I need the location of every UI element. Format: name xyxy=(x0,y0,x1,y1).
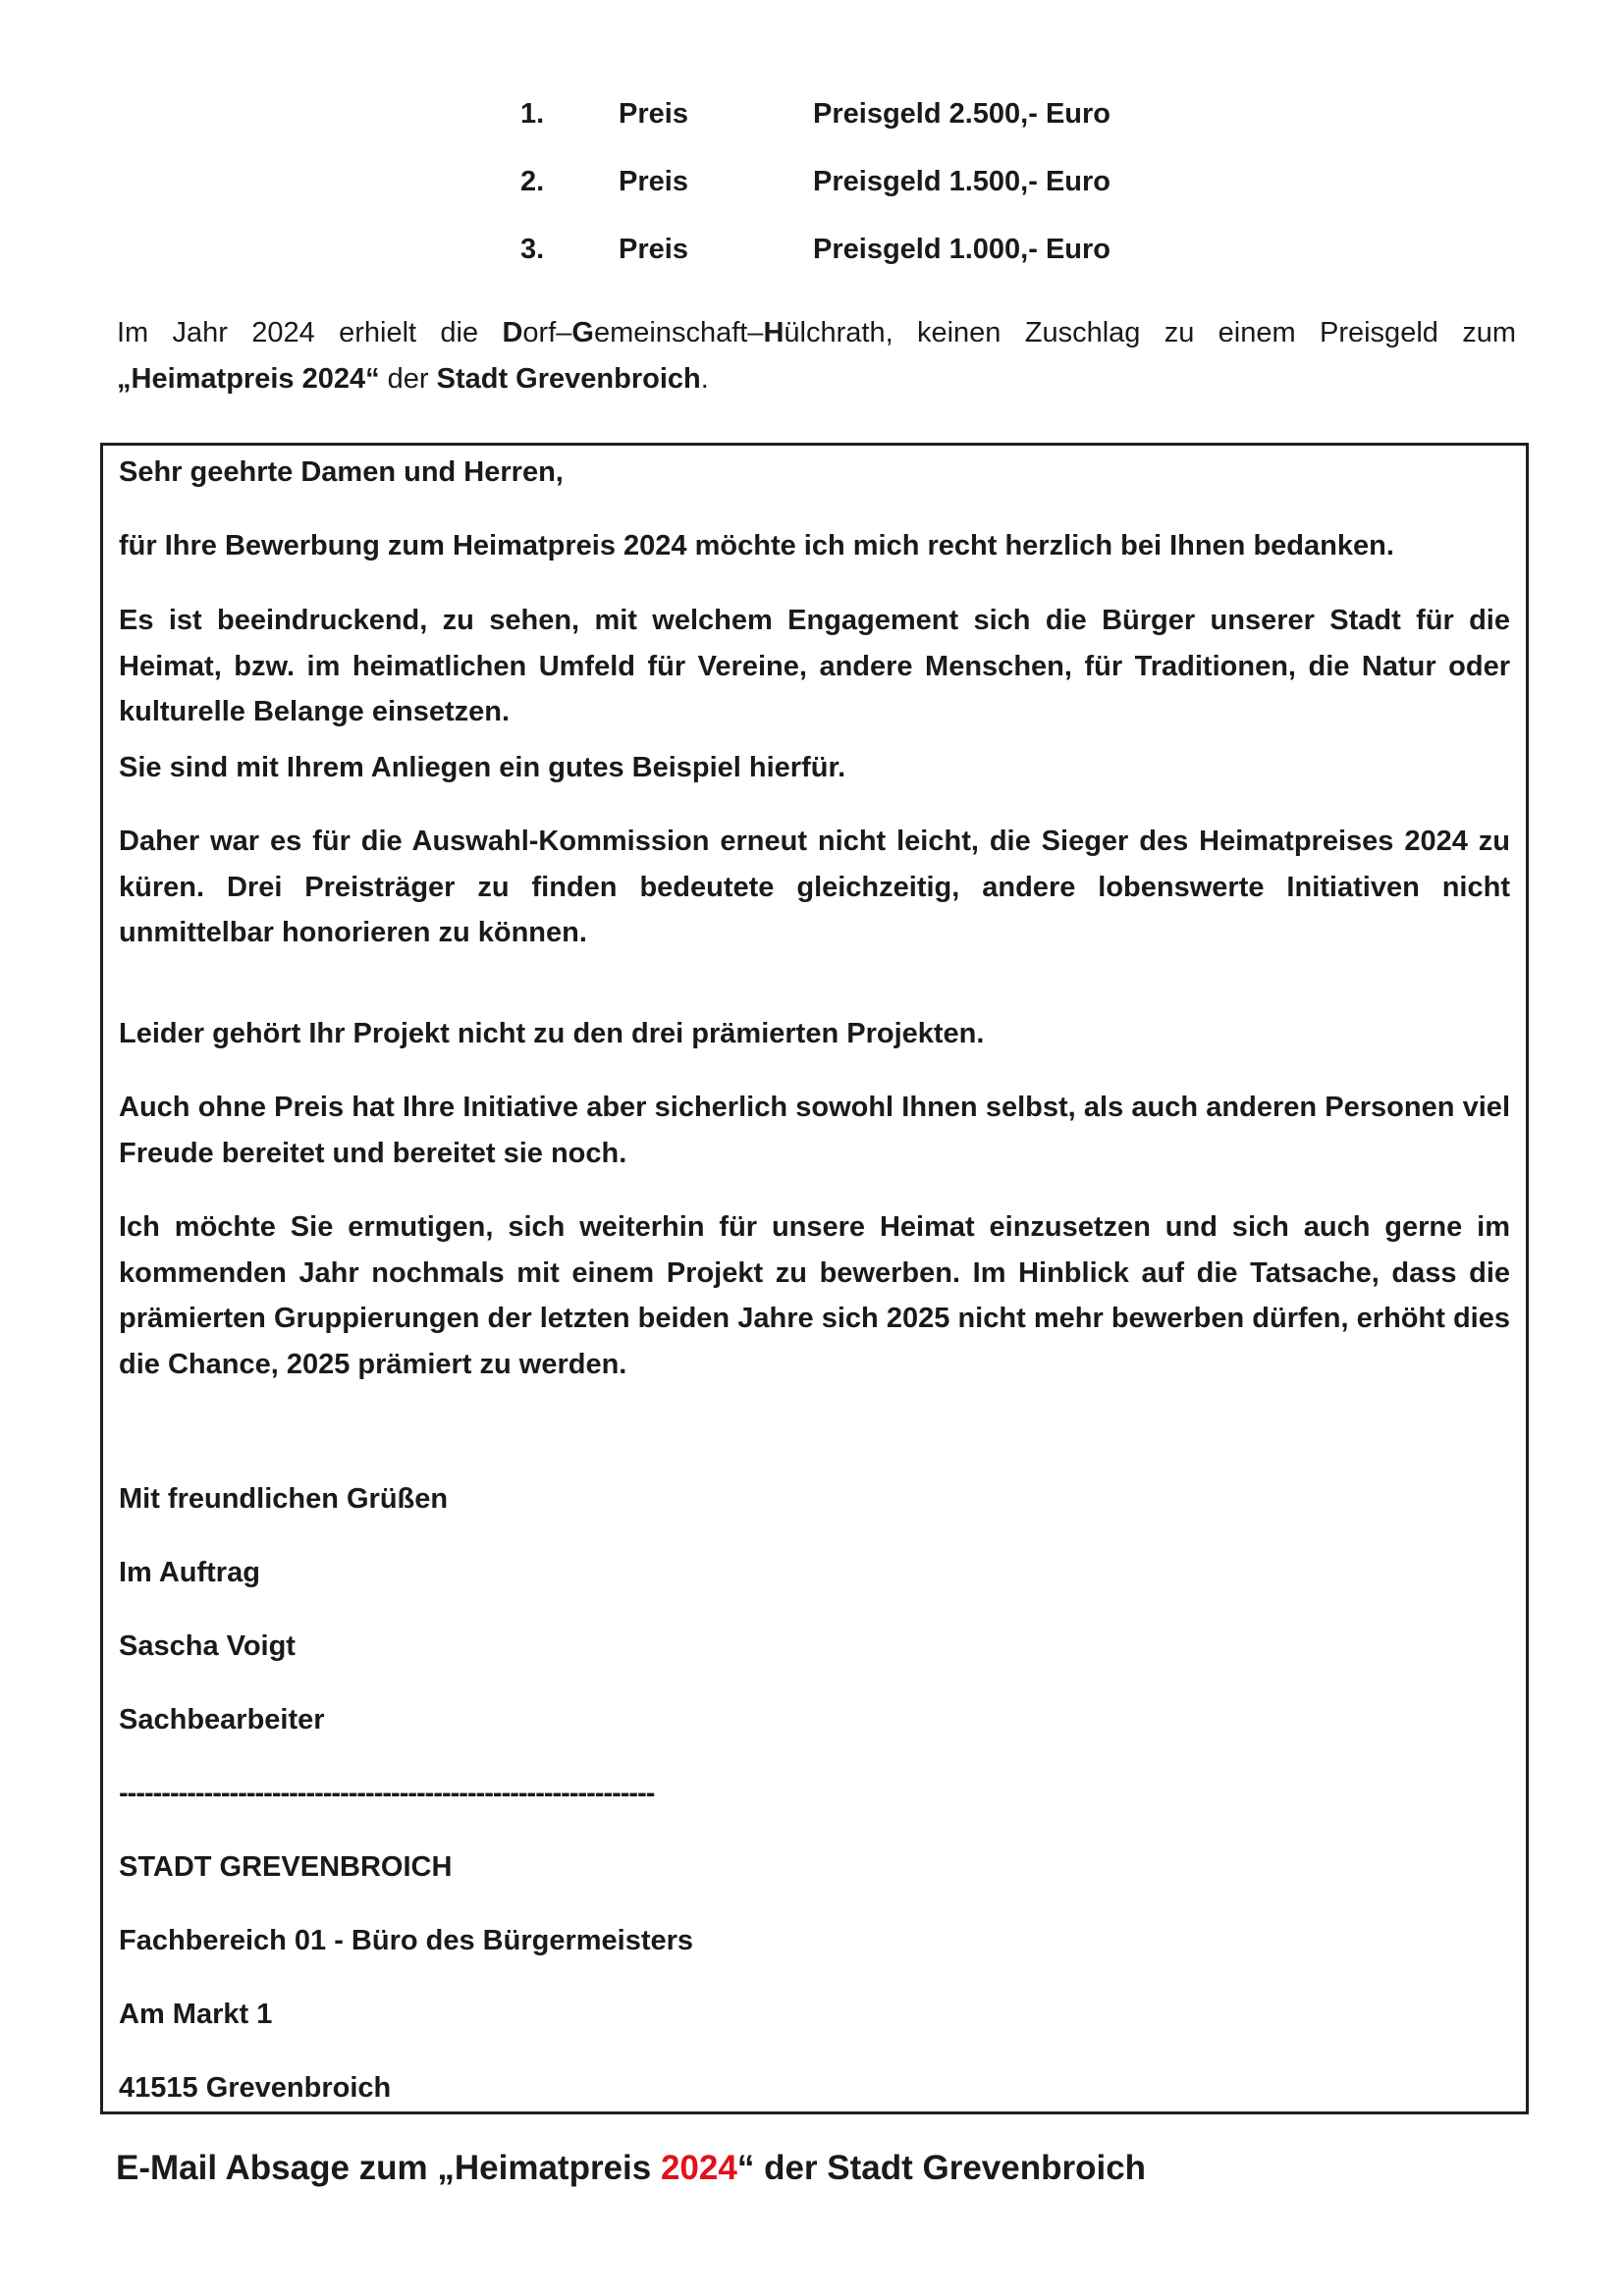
prize-label: Preis xyxy=(619,98,688,130)
prize-rank: 3. xyxy=(520,234,545,265)
signer-name: Sascha Voigt xyxy=(119,1630,296,1662)
email-letter-box xyxy=(100,443,1529,2114)
org-initial-h: H xyxy=(763,317,785,348)
letter-initiative-paragraph: Auch ohne Preis hat Ihre Initiative aber sicherlich sowohl Ihnen selbst, als auch anderen Personen viel Freude bereitet und bereitet sie noch. xyxy=(119,1092,1510,1169)
prize-rank: 2. xyxy=(520,166,545,197)
intro-paragraph xyxy=(117,310,1516,402)
org-initial-g: G xyxy=(571,317,594,348)
prize-row-3 xyxy=(520,216,1208,284)
org-initial-d: D xyxy=(502,317,523,348)
prize-label: Preis xyxy=(619,166,688,197)
prize-amount: Preisgeld 2.500,- Euro xyxy=(813,98,1111,130)
letter-closing: Mit freundlichen Grüßen xyxy=(119,1483,449,1515)
letter-greeting: Sehr geehrte Damen und Herren, xyxy=(119,456,564,488)
prize-label: Preis xyxy=(619,234,688,265)
caption-text: E-Mail Absage zum „Heimatpreis xyxy=(116,2149,661,2187)
letter-impressive-paragraph: Es ist beeindruckend, zu sehen, mit welchem Engagement sich die Bürger unserer Stadt für die Heimat, bzw. im heimatlichen Umfeld für Vereine, andere Menschen, für Traditionen, die Natur oder kulturelle Belange einsetzen. xyxy=(119,605,1510,727)
prize-name: „Heimatpreis 2024“ xyxy=(117,363,380,395)
intro-text: der xyxy=(379,363,437,395)
intro-text: emeinschaft– xyxy=(593,317,764,348)
prize-amount: Preisgeld 1.000,- Euro xyxy=(813,234,1111,265)
org-department: Fachbereich 01 - Büro des Bürgermeisters xyxy=(119,1925,694,1956)
caption-text: “ der Stadt Grevenbroich xyxy=(736,2149,1147,2187)
prize-row-1 xyxy=(520,80,1208,148)
prize-list xyxy=(520,80,1208,284)
prize-rank: 1. xyxy=(520,98,545,130)
org-street: Am Markt 1 xyxy=(119,1999,273,2030)
letter-example-paragraph: Sie sind mit Ihrem Anliegen ein gutes Beispiel hierfür. xyxy=(119,752,846,783)
intro-text: Im Jahr 2024 erhielt die xyxy=(117,317,503,348)
letter-selection-paragraph: Daher war es für die Auswahl-Kommission erneut nicht leicht, die Sieger des Heimatpreises 2024 zu küren. Drei Preisträger zu finden bedeutete gleichzeitig, andere lobenswerte Initiativen nicht unmittelbar honorieren zu können. xyxy=(119,826,1510,948)
intro-text: , keinen Zuschlag zu einem Preisgeld zum xyxy=(885,317,1516,348)
document-caption xyxy=(116,2147,1146,2190)
intro-text: ülchrath xyxy=(784,317,886,348)
letter-rejection-paragraph: Leider gehört Ihr Projekt nicht zu den drei prämierten Projekten. xyxy=(119,1018,985,1049)
city-name: Stadt Grevenbroich xyxy=(436,363,701,395)
org-name: STADT GREVENBROICH xyxy=(119,1851,453,1883)
letter-encourage-paragraph: Ich möchte Sie ermutigen, sich weiterhin für unsere Heimat einzusetzen und sich auch gerne im kommenden Jahr nochmals mit einem Projekt zu bewerben. Im Hinblick auf die Tatsache, dass die prämierten Gruppierungen der letzten beiden Jahre sich 2025 nicht mehr bewerben dürfen, erhöht dies die Chance, 2025 prämiert zu werden. xyxy=(119,1211,1510,1380)
caption-year-highlight: 2024 xyxy=(660,2149,737,2187)
org-city: 41515 Grevenbroich xyxy=(119,2072,392,2104)
prize-amount: Preisgeld 1.500,- Euro xyxy=(813,166,1111,197)
intro-text: orf– xyxy=(522,317,572,348)
prize-row-2 xyxy=(520,148,1208,216)
signer-title: Sachbearbeiter xyxy=(119,1704,325,1735)
signature-separator: --------------------------------------------------------------- xyxy=(119,1778,655,1809)
letter-on-behalf: Im Auftrag xyxy=(119,1557,260,1588)
intro-text: . xyxy=(700,363,709,395)
letter-thanks: für Ihre Bewerbung zum Heimatpreis 2024 möchte ich mich recht herzlich bei Ihnen bedanken. xyxy=(119,530,1394,561)
